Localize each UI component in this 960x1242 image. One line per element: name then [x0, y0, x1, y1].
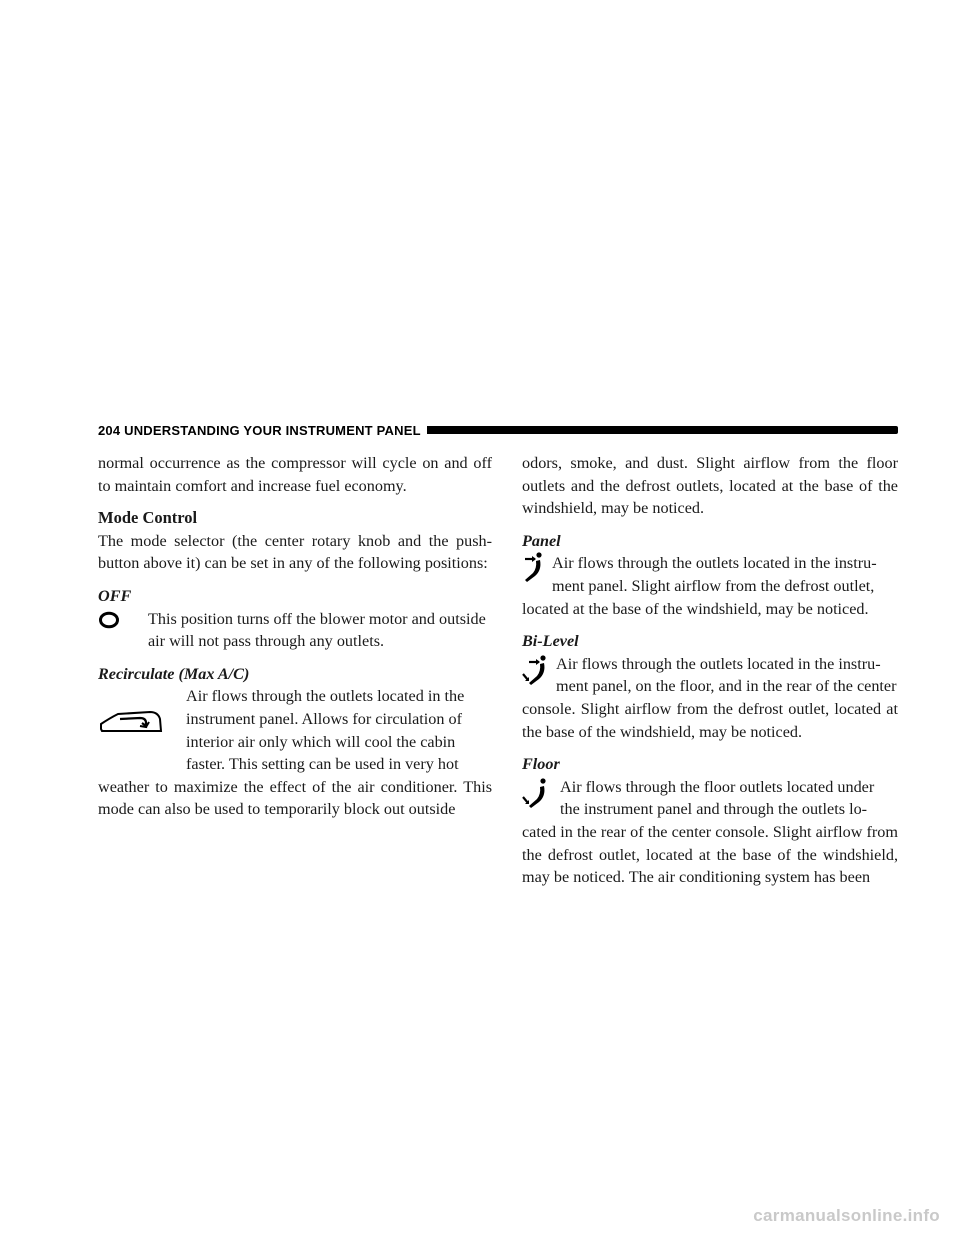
recirculate-car-icon	[98, 709, 164, 737]
panel-airflow-icon	[522, 552, 546, 586]
mode-control-paragraph: The mode selector (the center rotary knob and the push-button above it) can be set in any of the following positions:	[98, 531, 492, 573]
floor-rest: cated in the rear of the center console. Slight airflow from the defrost outlet, located at the base of the windshield, may be noticed. The air conditioning system has been	[522, 822, 898, 887]
recirculate-line-4: faster. This setting can be used in very hot	[186, 755, 459, 774]
recirculate-title: Recirculate (Max A/C)	[98, 664, 250, 683]
floor-airflow-icon	[522, 778, 550, 812]
recirculate-line-1: Air flows through the outlets located in the	[186, 687, 465, 706]
off-ring-icon	[98, 611, 120, 629]
recirculate-item	[98, 685, 492, 775]
panel-line-1: Air flows through the outlets located in the instru-	[552, 554, 877, 573]
off-line-2: air will not pass through any outlets.	[148, 632, 385, 651]
watermark-text: carmanualsonline.info	[753, 1206, 940, 1225]
off-line-1: This position turns off the blower motor and outside	[148, 609, 486, 628]
recirculate-line-3: interior air only which will cool the cabin	[186, 732, 456, 751]
bilevel-item	[522, 653, 898, 698]
bilevel-rest: console. Slight airflow from the defrost outlet, located at the base of the windshield, may be noticed.	[522, 699, 898, 741]
bilevel-airflow-icon	[522, 655, 550, 689]
panel-line-2: ment panel. Slight airflow from the defrost outlet,	[552, 576, 875, 595]
bilevel-line-2: ment panel, on the floor, and in the rear of the center	[556, 677, 897, 696]
floor-title: Floor	[522, 755, 560, 774]
off-item	[98, 608, 492, 653]
bilevel-title: Bi-Level	[522, 632, 579, 651]
left-column	[98, 452, 492, 821]
floor-item	[522, 776, 898, 821]
floor-line-2: the instrument panel and through the outlets lo-	[560, 800, 868, 819]
off-title: OFF	[98, 586, 132, 605]
intro-paragraph: normal occurrence as the compressor will cycle on and off to maintain comfort and increase fuel economy.	[98, 454, 492, 495]
page-number-and-section-title: 204 UNDERSTANDING YOUR INSTRUMENT PANEL	[98, 422, 421, 438]
recirculate-rest: weather to maximize the effect of the air conditioner. This mode can also be used to temporarily block out outside	[98, 777, 492, 819]
bilevel-line-1: Air flows through the outlets located in the instru-	[556, 654, 881, 673]
panel-rest: located at the base of the windshield, may be noticed.	[522, 599, 869, 618]
continued-paragraph: odors, smoke, and dust. Slight airflow from the floor outlets and the defrost outlets, located at the base of the windshield, may be noticed.	[522, 454, 898, 518]
floor-line-1: Air flows through the floor outlets located under	[560, 777, 875, 796]
page-header	[98, 418, 898, 442]
recirculate-line-2: instrument panel. Allows for circulation of	[186, 709, 463, 728]
panel-title: Panel	[522, 531, 561, 550]
header-rule	[427, 426, 898, 434]
mode-control-heading: Mode Control	[98, 508, 198, 528]
right-column	[522, 452, 898, 889]
panel-item	[522, 552, 898, 597]
